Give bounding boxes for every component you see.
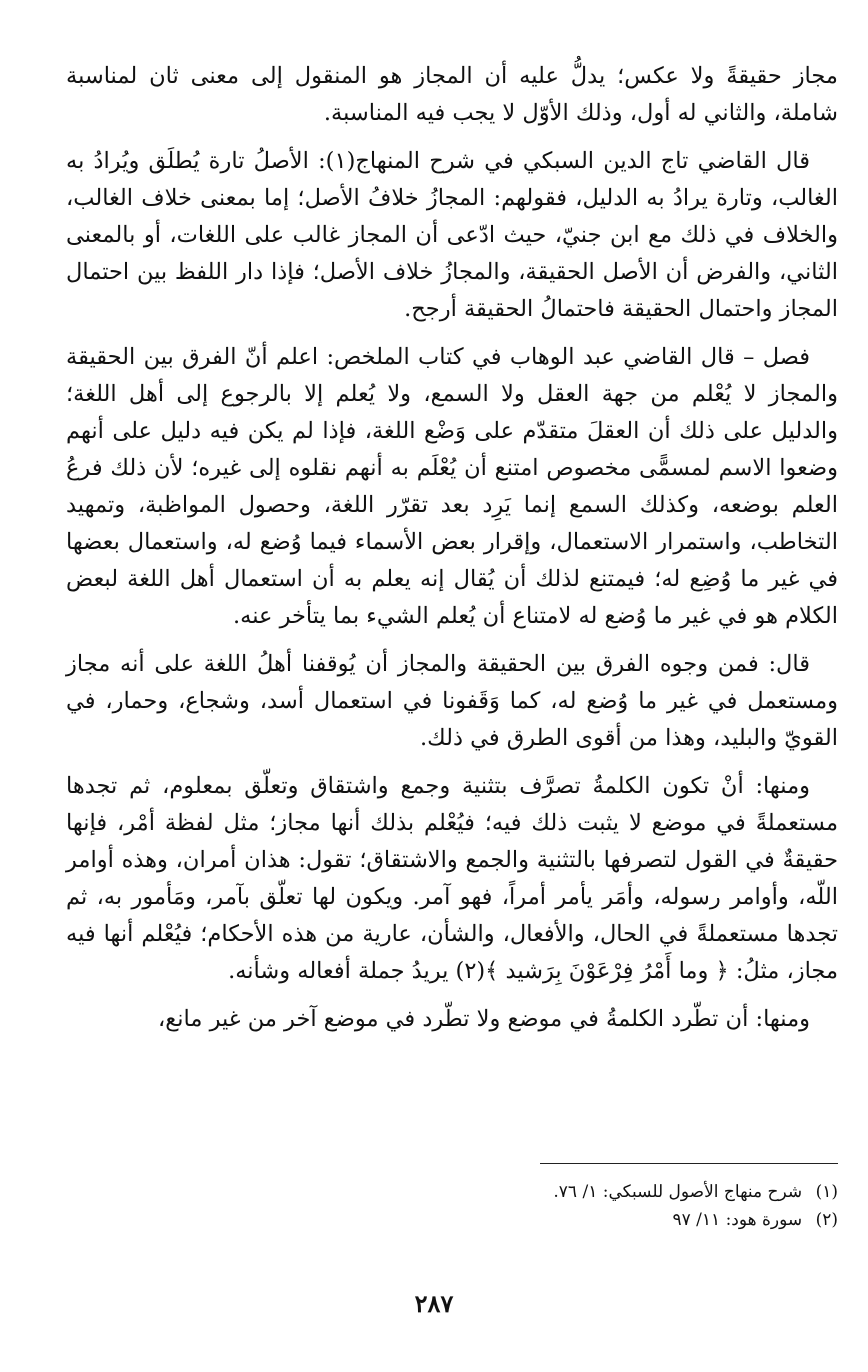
footnote-1: [140, 1178, 838, 1206]
paragraph-1: مجاز حقيقةً ولا عكس؛ يدلُّ عليه أن المجاز هو المنقول إلى معنى ثان لمناسبة شاملة، والثاني له أول، وذلك الأوّل لا يجب فيه المناسبة.: [66, 63, 838, 126]
footnote-divider: [540, 1163, 838, 1164]
footnote-2: [140, 1206, 838, 1234]
footnotes: [140, 1178, 838, 1234]
paragraph-4: قال: فمن وجوه الفرق بين الحقيقة والمجاز أن يُوقفنا أهلُ اللغة على أنه مجاز ومستعمل في غير ما وُضع له، كما وَقَفونا في استعمال أسد، وشجاع، وحمار، في القويّ والبليد، وهذا من أقوى الطرق في ذلك.: [66, 651, 838, 751]
paragraph-2: قال القاضي تاج الدين السبكي في شرح المنهاج(١): الأصلُ تارة يُطلَق ويُرادُ به الغالب، وتارة يرادُ به الدليل، فقولهم: المجازُ خلافُ الأصل؛ إما بمعنى خلاف الغالب، والخلاف في ذلك مع ابن جنيّ، حيث ادّعى أن المجاز غالب على اللغات، أو بالمعنى الثاني، والفرض أن الأصل الحقيقة، والمجازُ خلاف الأصل؛ فإذا دار اللفظ بين احتمال المجاز واحتمال الحقيقة فاحتمالُ الحقيقة أرجح.: [66, 148, 838, 322]
footnote-text: سورة هود: ١١/ ٩٧: [672, 1210, 803, 1230]
main-text: [66, 58, 838, 1049]
page-number: ٢٨٧: [414, 1289, 454, 1318]
footnote-number: (١): [815, 1182, 838, 1202]
paragraph-3: فصل – قال القاضي عبد الوهاب في كتاب الملخص: اعلم أنّ الفرق بين الحقيقة والمجاز لا يُعْلم من جهة العقل ولا السمع، ولا يُعلم إلا بالرجوع إلى أهل اللغة؛ والدليل على ذلك أن العقلَ متقدّم على وَضْع اللغة، فإذا لم يكن فيه دليل على أنهم وضعوا الاسم لمسمًّى مخصوص امتنع أن يُعْلَم به أنهم نقلوه إلى غيره؛ لأن ذلك فرعُ العلم بوضعه، وكذلك السمع إنما يَرِد بعد تقرّر اللغة، وحصول المواظبة، وتمهيد التخاطب، واستمرار الاستعمال، وإقرار بعض الأسماء فيما وُضع له، واستعمال بعضها في غير ما وُضِع له؛ فيمتنع لذلك أن يُقال إنه يعلم به أن استعمال أهل اللغة لبعض الكلام هو في غير ما وُضع له لامتناع أن يُعلم الشيء بما يتأخر عنه.: [66, 344, 838, 629]
footnote-text: شرح منهاج الأصول للسبكي: ١/ ٧٦.: [553, 1182, 803, 1202]
paragraph-5: ومنها: أنْ تكون الكلمةُ تصرَّف بتثنية وجمع واشتقاق وتعلّق بمعلوم، ثم تجدها مستعملةً في موضع لا يثبت ذلك فيه؛ فيُعْلم بذلك أنها مجاز؛ مثل لفظة أمْر، فإنها حقيقةٌ في القول لتصرفها بالتثنية والجمع والاشتقاق؛ تقول: هذان أمران، وهذه أوامر اللّه، وأوامر رسوله، وأمَر يأمر أمراً، فهو آمر. ويكون لها تعلّق بآمر، ومَأمور به، ثم تجدها مستعملةً في الحال، والأفعال، والشأن، عارية من هذه الأحكام؛ فيُعْلم أنها فيه مجاز، مثلُ: ﴿ وما أَمْرُ فِرْعَوْنَ بِرَشيد ﴾(٢) يريدُ جملة أفعاله وشأنه.: [66, 773, 838, 984]
paragraph-6: ومنها: أن تطّرد الكلمةُ في موضع ولا تطّرد في موضع آخر من غير مانع،: [158, 1006, 810, 1032]
footnote-number: (٢): [815, 1210, 838, 1230]
